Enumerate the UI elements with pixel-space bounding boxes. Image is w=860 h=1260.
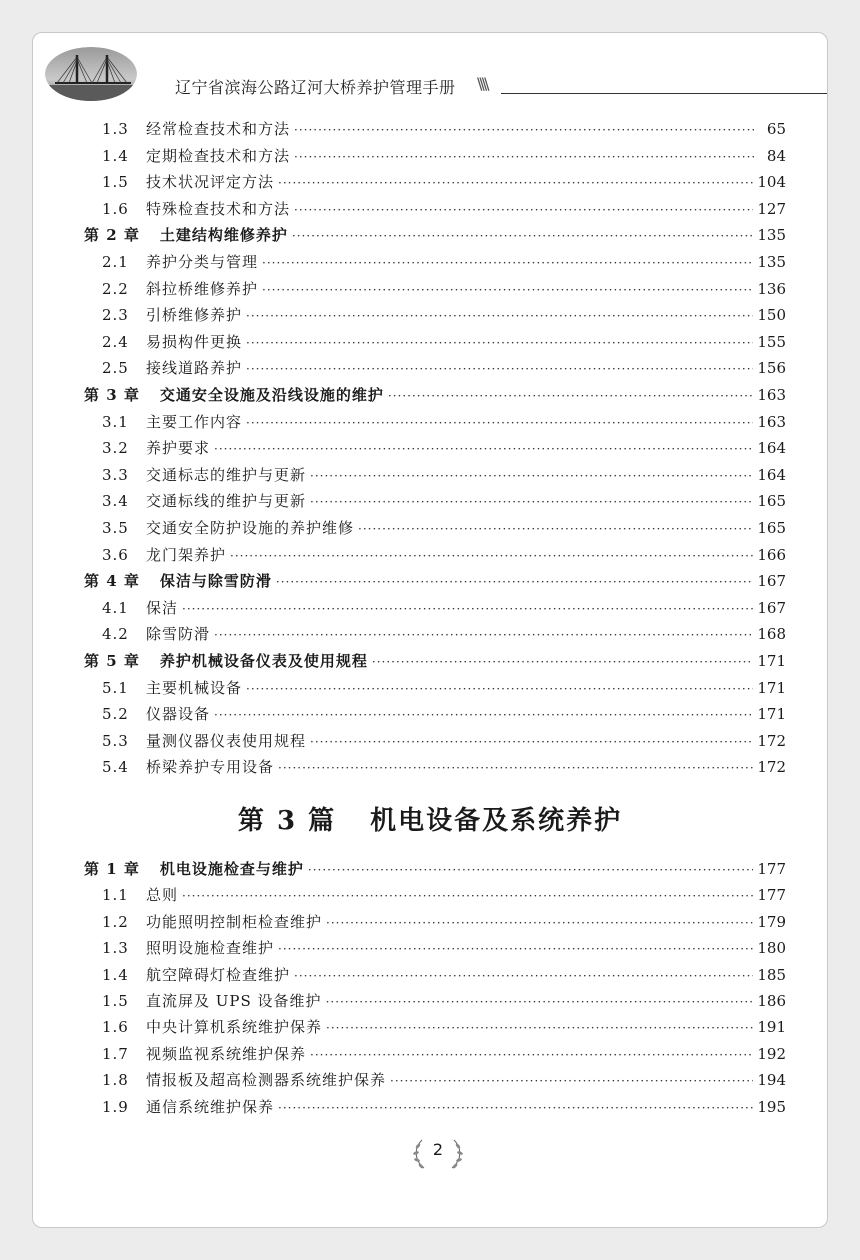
toc-number: 3.4 [102, 492, 129, 511]
toc-leader-dots [310, 1048, 753, 1062]
toc-leader-dots [230, 549, 753, 563]
toc-section-row [102, 1016, 786, 1038]
toc-chapter-row [84, 224, 786, 246]
toc-page-number: 163 [757, 412, 786, 431]
header-rule [501, 93, 827, 94]
toc-title: 交通标志的维护与更新 [146, 465, 307, 484]
toc-chapter-row [84, 384, 786, 406]
toc-page-number: 163 [757, 386, 786, 404]
toc-leader-dots [326, 916, 753, 930]
part-title-text: 机电设备及系统养护 [370, 806, 623, 836]
toc-number: 1.5 [102, 173, 129, 192]
toc-title: 机电设施检查与维护 [159, 860, 304, 878]
toc-leader-dots [182, 889, 753, 903]
toc-leader-dots [294, 203, 753, 217]
toc-page-number: 135 [757, 226, 786, 245]
toc-section-row [102, 990, 786, 1012]
toc-section-row [102, 964, 786, 986]
toc-page-number: 150 [757, 306, 786, 325]
toc-leader-dots [262, 283, 753, 297]
toc-title: 斜拉桥维修养护 [146, 279, 259, 298]
toc-title: 交通安全设施及沿线设施的维护 [159, 386, 384, 404]
toc-leader-dots [278, 761, 753, 775]
toc-number: 1.6 [102, 199, 129, 218]
toc-page-number: 136 [757, 279, 786, 298]
toc-page-number: 171 [757, 652, 786, 670]
toc-section-row [102, 1043, 786, 1065]
toc-page-number: 185 [757, 965, 786, 984]
toc-page-number: 171 [757, 705, 786, 724]
toc-leader-dots [358, 522, 753, 536]
toc-chapter-row [84, 650, 786, 672]
toc-title: 桥梁养护专用设备 [146, 758, 275, 777]
toc-section-row [102, 490, 786, 512]
toc-section-row [102, 1096, 786, 1118]
toc-leader-dots [214, 628, 753, 642]
toc-section-row [102, 597, 786, 619]
toc-title: 养护分类与管理 [146, 253, 259, 271]
toc-number: 2.5 [102, 359, 129, 378]
toc-section-row [102, 198, 786, 220]
toc-number: 1.1 [102, 886, 129, 905]
toc-number: 第 2 章 [84, 226, 140, 245]
toc-page-number: 65 [766, 120, 786, 138]
toc-title: 养护要求 [146, 439, 211, 458]
toc-number: 5.1 [102, 678, 129, 697]
toc-number: 1.6 [102, 1018, 129, 1037]
toc-section-row [102, 544, 786, 566]
toc-number: 3.3 [102, 465, 129, 484]
toc-section-row [102, 677, 786, 699]
part-heading [0, 800, 860, 837]
toc-number: 2.3 [102, 306, 129, 325]
toc-number: 2.1 [102, 253, 129, 271]
toc-page-number: 164 [757, 439, 786, 458]
toc-page-number: 172 [757, 758, 786, 777]
toc-leader-dots [310, 495, 753, 509]
toc-number: 5.4 [102, 758, 129, 777]
toc-number: 1.3 [102, 939, 129, 958]
toc-section-row [102, 331, 786, 353]
toc-page-number: 172 [757, 731, 786, 750]
toc-page-number: 155 [757, 332, 786, 351]
toc-title: 接线道路养护 [146, 359, 243, 378]
toc-leader-dots [326, 1021, 753, 1035]
toc-title: 功能照明控制柜检查维护 [146, 912, 323, 931]
toc-number: 3.2 [102, 439, 129, 458]
toc-title: 主要机械设备 [146, 678, 243, 697]
toc-number: 1.3 [102, 120, 129, 138]
toc-number: 1.5 [102, 992, 129, 1010]
toc-leader-dots [276, 575, 753, 589]
toc-title: 总则 [146, 886, 179, 905]
toc-page-number: 135 [757, 253, 786, 271]
toc-title: 情报板及超高检测器系统维护保养 [146, 1071, 387, 1090]
toc-section-row [102, 884, 786, 906]
toc-number: 第 3 章 [84, 386, 140, 404]
toc-page-number: 84 [766, 146, 786, 165]
toc-title: 养护机械设备仪表及使用规程 [159, 652, 368, 670]
toc-section-row [102, 278, 786, 300]
toc-page-number: 195 [757, 1097, 786, 1116]
toc-page-number: 165 [757, 492, 786, 511]
toc-leader-dots [310, 735, 753, 749]
toc-leader-dots [294, 969, 753, 983]
toc-page-number: 177 [757, 886, 786, 905]
toc-number: 3.6 [102, 545, 129, 564]
toc-number: 5.2 [102, 705, 129, 724]
toc-section-row [102, 411, 786, 433]
toc-title: 保洁与除雪防滑 [159, 572, 272, 591]
toc-title: 保洁 [146, 598, 179, 617]
toc-number: 1.7 [102, 1044, 129, 1063]
toc-page-number: 167 [757, 598, 786, 617]
toc-number: 5.3 [102, 731, 129, 750]
running-header [45, 47, 785, 103]
toc-leader-dots [246, 362, 753, 376]
toc-section-row [102, 118, 786, 140]
toc-section-row [102, 937, 786, 959]
toc-title: 主要工作内容 [146, 412, 243, 431]
toc-number: 2.2 [102, 279, 129, 298]
toc-number: 4.1 [102, 598, 129, 617]
header-title: 辽宁省滨海公路辽河大桥养护管理手册 [175, 78, 456, 97]
toc-title: 技术状况评定方法 [146, 173, 275, 192]
toc-page-number: 156 [757, 359, 786, 378]
bridge-photo-icon [45, 47, 137, 101]
toc-number: 3.1 [102, 412, 129, 431]
toc-leader-dots [262, 256, 753, 270]
toc-number: 1.4 [102, 146, 129, 165]
toc-number: 1.8 [102, 1071, 129, 1090]
toc-page-number: 179 [757, 912, 786, 931]
toc-title: 直流屏及 UPS 设备维护 [146, 992, 322, 1010]
toc-section-row [102, 251, 786, 273]
toc-leader-dots [246, 309, 753, 323]
toc-leader-dots [246, 336, 753, 350]
toc-title: 中央计算机系统维护保养 [146, 1018, 323, 1037]
toc-section-row [102, 623, 786, 645]
toc-section-row [102, 437, 786, 459]
toc-title: 仪器设备 [146, 705, 211, 724]
toc-number: 4.2 [102, 625, 129, 644]
toc-leader-dots [246, 416, 753, 430]
toc-page-number: 165 [757, 519, 786, 537]
page-number: 2 [432, 1140, 444, 1159]
toc-section-row [102, 304, 786, 326]
toc-section-row [102, 911, 786, 933]
toc-title: 除雪防滑 [146, 625, 211, 644]
toc-title: 通信系统维护保养 [146, 1097, 275, 1116]
toc-leader-dots [294, 150, 754, 164]
toc-page-number: 192 [757, 1044, 786, 1063]
toc-leader-dots [278, 942, 753, 956]
toc-section-row [102, 703, 786, 725]
toc-chapter-row [84, 570, 786, 592]
toc-leader-dots [278, 1101, 753, 1115]
toc-number: 1.4 [102, 965, 129, 984]
toc-title: 特殊检查技术和方法 [146, 199, 291, 218]
toc-title: 照明设施检查维护 [146, 939, 275, 958]
toc-leader-dots [372, 655, 753, 669]
toc-leader-dots [390, 1074, 753, 1088]
toc-leader-dots [388, 389, 753, 403]
toc-section-row [102, 730, 786, 752]
toc-leader-dots [326, 995, 754, 1009]
toc-leader-dots [308, 863, 753, 877]
toc-title: 易损构件更换 [146, 332, 243, 351]
toc-leader-dots [246, 682, 753, 696]
toc-page-number: 177 [757, 860, 786, 878]
toc-title: 经常检查技术和方法 [146, 120, 291, 138]
toc-section-row [102, 357, 786, 379]
toc-section-row [102, 517, 786, 539]
toc-number: 3.5 [102, 519, 129, 537]
toc-page-number: 168 [757, 625, 786, 644]
toc-section-row [102, 756, 786, 778]
toc-leader-dots [214, 708, 753, 722]
toc-title: 视频监视系统维护保养 [146, 1044, 307, 1063]
toc-title: 交通标线的维护与更新 [146, 492, 307, 511]
toc-page-number: 180 [757, 939, 786, 958]
toc-number: 1.2 [102, 912, 129, 931]
toc-title: 定期检查技术和方法 [146, 146, 291, 165]
toc-page-number: 166 [757, 545, 786, 564]
part-label: 第 3 篇 [237, 806, 337, 836]
toc-leader-dots [294, 123, 754, 137]
toc-number: 2.4 [102, 332, 129, 351]
toc-title: 航空障碍灯检查维护 [146, 965, 291, 984]
page-folio [408, 1134, 468, 1174]
toc-title: 龙门架养护 [146, 545, 227, 564]
header-slash-ornament: \\\\ [477, 74, 487, 93]
toc-leader-dots [310, 469, 753, 483]
toc-section-row [102, 1069, 786, 1091]
toc-page-number: 194 [757, 1071, 786, 1090]
toc-page-number: 186 [757, 992, 786, 1010]
toc-page-number: 191 [757, 1018, 786, 1037]
toc-number: 第 5 章 [84, 652, 140, 670]
toc-number: 第 4 章 [84, 572, 140, 591]
toc-chapter-row [84, 858, 786, 880]
toc-page-number: 164 [757, 465, 786, 484]
toc-title: 土建结构维修养护 [159, 226, 288, 245]
toc-leader-dots [278, 176, 753, 190]
toc-leader-dots [214, 442, 753, 456]
toc-title: 量测仪器仪表使用规程 [146, 731, 307, 750]
toc-page-number: 167 [757, 572, 786, 591]
toc-title: 引桥维修养护 [146, 306, 243, 325]
toc-section-row [102, 145, 786, 167]
toc-page-number: 127 [757, 199, 786, 218]
toc-number: 第 1 章 [84, 860, 140, 878]
toc-section-row [102, 464, 786, 486]
toc-page-number: 104 [757, 173, 786, 192]
toc-title: 交通安全防护设施的养护维修 [146, 519, 355, 537]
toc-leader-dots [292, 229, 753, 243]
toc-leader-dots [182, 602, 753, 616]
toc-number: 1.9 [102, 1097, 129, 1116]
toc-section-row [102, 171, 786, 193]
toc-page-number: 171 [757, 678, 786, 697]
